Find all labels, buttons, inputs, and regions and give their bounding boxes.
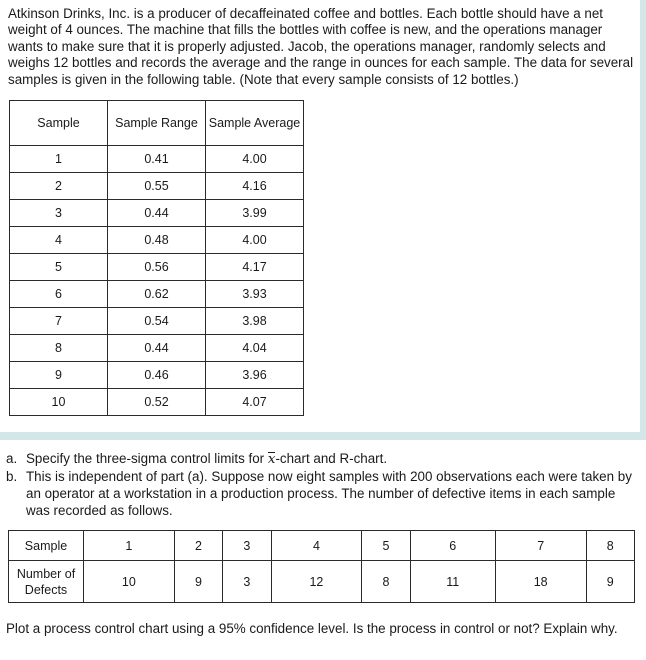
sample-number-cell: 3 bbox=[10, 200, 108, 227]
sample-number-cell: 6 bbox=[10, 281, 108, 308]
table-row bbox=[10, 281, 304, 308]
table-row bbox=[10, 200, 304, 227]
table-row bbox=[10, 146, 304, 173]
defects-sample-cell: 6 bbox=[410, 531, 495, 561]
sample-range-cell: 0.52 bbox=[108, 389, 206, 416]
sample-average-cell: 4.17 bbox=[206, 254, 304, 281]
sample-range-cell: 0.48 bbox=[108, 227, 206, 254]
question-a-marker: a. bbox=[6, 451, 18, 466]
sample-number-cell: 5 bbox=[10, 254, 108, 281]
sample-range-cell: 0.41 bbox=[108, 146, 206, 173]
closing-question: Plot a process control chart using a 95% confidence level. Is the process in control or not? Explain why. bbox=[6, 621, 618, 636]
sample-data-table bbox=[9, 100, 304, 416]
question-b-text: This is independent of part (a). Suppose now eight samples with 200 observations each were taken by an operator at a workstation in a production process. The number of defective items in each sample was recorded as follows. bbox=[26, 469, 632, 518]
question-b bbox=[6, 468, 636, 519]
defects-sample-cell: 7 bbox=[495, 531, 586, 561]
defects-count-cell: 8 bbox=[362, 561, 410, 603]
section-divider bbox=[0, 432, 646, 440]
header-sample-range: Sample Range bbox=[108, 101, 206, 146]
table-row bbox=[10, 173, 304, 200]
sample-number-cell: 9 bbox=[10, 362, 108, 389]
sample-range-cell: 0.62 bbox=[108, 281, 206, 308]
sample-range-cell: 0.55 bbox=[108, 173, 206, 200]
sample-number-cell: 7 bbox=[10, 308, 108, 335]
table-row bbox=[10, 254, 304, 281]
intro-paragraph: Atkinson Drinks, Inc. is a producer of decaffeinated coffee and bottles. Each bottle should have a net weight of 4 ounces. The machine that fills the bottles with coffee is new, and the operations manager wants to make sure that it is properly adjusted. Jacob, the operations manager, randomly selects and weighs 12 bottles and records the average and the range in ounces for each sample. The data for several samples is given in the following table. (Note that every sample consists of 12 bottles.) bbox=[8, 6, 634, 87]
defects-count-cell: 11 bbox=[410, 561, 495, 603]
sample-range-cell: 0.54 bbox=[108, 308, 206, 335]
sample-average-cell: 4.04 bbox=[206, 335, 304, 362]
question-a-text-end: -chart and R-chart. bbox=[275, 451, 388, 466]
questions-panel bbox=[0, 440, 646, 660]
sample-number-cell: 10 bbox=[10, 389, 108, 416]
sample-range-cell: 0.56 bbox=[108, 254, 206, 281]
header-sample-average: Sample Average bbox=[206, 101, 304, 146]
sample-number-cell: 2 bbox=[10, 173, 108, 200]
defects-count-cell: 12 bbox=[271, 561, 362, 603]
sample-average-cell: 3.98 bbox=[206, 308, 304, 335]
defects-row-label-sample: Sample bbox=[9, 531, 84, 561]
defects-sample-cell: 2 bbox=[174, 531, 222, 561]
defects-sample-cell: 3 bbox=[223, 531, 271, 561]
table-row bbox=[10, 335, 304, 362]
table-row bbox=[10, 308, 304, 335]
sample-number-cell: 1 bbox=[10, 146, 108, 173]
defects-sample-cell: 8 bbox=[586, 531, 634, 561]
sample-average-cell: 3.93 bbox=[206, 281, 304, 308]
defects-table bbox=[8, 530, 635, 603]
defects-sample-row bbox=[9, 531, 635, 561]
question-a-text-start: Specify the three-sigma control limits for bbox=[26, 451, 268, 466]
sample-average-cell: 4.07 bbox=[206, 389, 304, 416]
sample-average-cell: 4.16 bbox=[206, 173, 304, 200]
defects-count-cell: 9 bbox=[174, 561, 222, 603]
sample-average-cell: 3.96 bbox=[206, 362, 304, 389]
question-a bbox=[6, 450, 636, 468]
sample-average-cell: 4.00 bbox=[206, 227, 304, 254]
table-row bbox=[10, 389, 304, 416]
sample-range-cell: 0.44 bbox=[108, 335, 206, 362]
defects-row-label-number: Number of Defects bbox=[9, 561, 84, 603]
sample-average-cell: 3.99 bbox=[206, 200, 304, 227]
sample-range-cell: 0.44 bbox=[108, 200, 206, 227]
sample-average-cell: 4.00 bbox=[206, 146, 304, 173]
defects-count-cell: 18 bbox=[495, 561, 586, 603]
defects-sample-cell: 5 bbox=[362, 531, 410, 561]
question-list bbox=[6, 450, 636, 519]
question-b-marker: b. bbox=[6, 469, 18, 484]
defects-count-cell: 10 bbox=[84, 561, 175, 603]
table-row bbox=[10, 362, 304, 389]
x-bar-symbol: x bbox=[267, 452, 276, 467]
defects-count-row bbox=[9, 561, 635, 603]
defects-count-cell: 3 bbox=[223, 561, 271, 603]
table-row bbox=[10, 227, 304, 254]
sample-range-cell: 0.46 bbox=[108, 362, 206, 389]
header-sample: Sample bbox=[10, 101, 108, 146]
defects-sample-cell: 1 bbox=[84, 531, 175, 561]
defects-count-cell: 9 bbox=[586, 561, 634, 603]
sample-number-cell: 4 bbox=[10, 227, 108, 254]
sample-table-header-row bbox=[10, 101, 304, 146]
defects-sample-cell: 4 bbox=[271, 531, 362, 561]
sample-number-cell: 8 bbox=[10, 335, 108, 362]
